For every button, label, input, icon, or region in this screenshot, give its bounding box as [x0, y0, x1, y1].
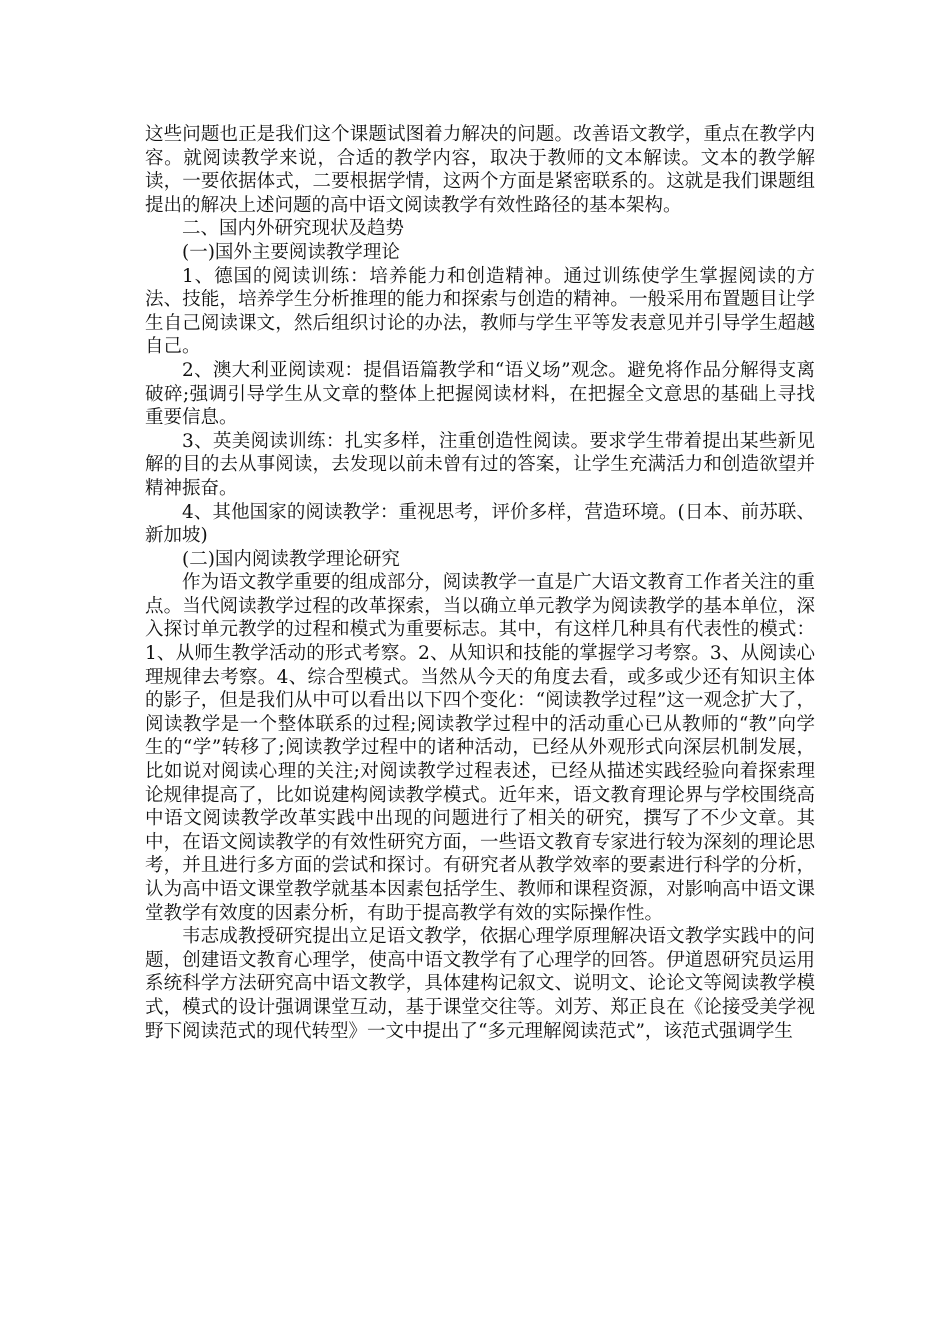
paragraph-scholars: 韦志成教授研究提出立足语文教学，依据心理学原理解决语文教学实践中的问题，创建语文教育心理学，使高中语文教学有了心理学的回答。伊道恩研究员运用系统科学方法研究高中语文教学，具体建构记叙文、说明文、论论文等阅读教学模式，模式的设计强调课堂互动，基于课堂交往等。刘芳、郑正良在《论接受美学视野下阅读范式的现代转型》一文中提出了“多元理解阅读范式”，该范式强调学生 — [145, 926, 815, 1042]
paragraph-australia: 2、澳大利亚阅读观：提倡语篇教学和“语义场”观念。避免将作品分解得支离破碎;强调引导学生从文章的整体上把握阅读材料，在把握全文意思的基础上寻找重要信息。 — [145, 359, 815, 429]
paragraph-uk-us: 3、英美阅读训练：扎实多样，注重创造性阅读。要求学生带着提出某些新见解的目的去从事阅读，去发现以前未曾有过的答案，让学生充满活力和创造欲望并精神振奋。 — [145, 430, 815, 499]
paragraph-germany: 1、德国的阅读训练：培养能力和创造精神。通过训练使学生掌握阅读的方法、技能，培养学生分析推理的能力和探索与创造的精神。一般采用布置题目让学生自己阅读课文，然后组织讨论的办法，教师与学生平等发表意见并引导学生超越自己。 — [145, 265, 815, 358]
paragraph-intro-continued: 这些问题也正是我们这个课题试图着力解决的问题。改善语文教学，重点在教学内容。就阅读教学来说，合适的教学内容，取决于教师的文本解读。文本的教学解读，一要依据体式，二要根据学情，这两个方面是紧密联系的。这就是我们课题组提出的解决上述问题的高中语文阅读教学有效性路径的基本架构。 — [145, 124, 815, 216]
paragraph-domestic-research: 作为语文教学重要的组成部分，阅读教学一直是广大语文教育工作者关注的重点。当代阅读教学过程的改革探索，当以确立单元教学为阅读教学的基本单位，深入探讨单元教学的过程和模式为重要标志。其中，有这样几种具有代表性的模式：1、从师生教学活动的形式考察。2、从知识和技能的掌握学习考察。3、从阅读心理规律去考察。4、综合型模式。当然从今天的角度去看，或多或少还有知识主体的影子，但是我们从中可以看出以下四个变化：“阅读教学过程”这一观念扩大了，阅读教学是一个整体联系的过程;阅读教学过程中的活动重心已从教师的“教”向学生的“学”转移了;阅读教学过程中的诸种活动，已经从外观形式向深层机制发展，比如说对阅读心理的关注;对阅读教学过程表述，已经从描述实践经验向着探索理论规律提高了，比如说建构阅读教学模式。近年来，语文教育理论界与学校围绕高中语文阅读教学改革实践中出现的问题进行了相关的研究，撰写了不少文章。其中，在语文阅读教学的有效性研究方面，一些语文教育专家进行较为深刻的理论思考，并且进行多方面的尝试和探讨。有研究者从教学效率的要素进行科学的分析，认为高中语文课堂教学就基本因素包括学生、教师和课程资源，对影响高中语文课堂教学有效度的因素分析，有助于提高教学有效的实际操作性。 — [145, 572, 815, 924]
document-body — [145, 123, 815, 1043]
subsection-heading-domestic-theory: (二)国内阅读教学理论研究 — [182, 548, 400, 570]
subsection-heading-foreign-theory: (一)国外主要阅读教学理论 — [182, 241, 400, 263]
paragraph-other-countries: 4、其他国家的阅读教学：重视思考，评价多样，营造环境。(日本、前苏联、新加坡) — [145, 501, 815, 547]
section-heading-research-status: 二、国内外研究现状及趋势 — [182, 218, 405, 240]
